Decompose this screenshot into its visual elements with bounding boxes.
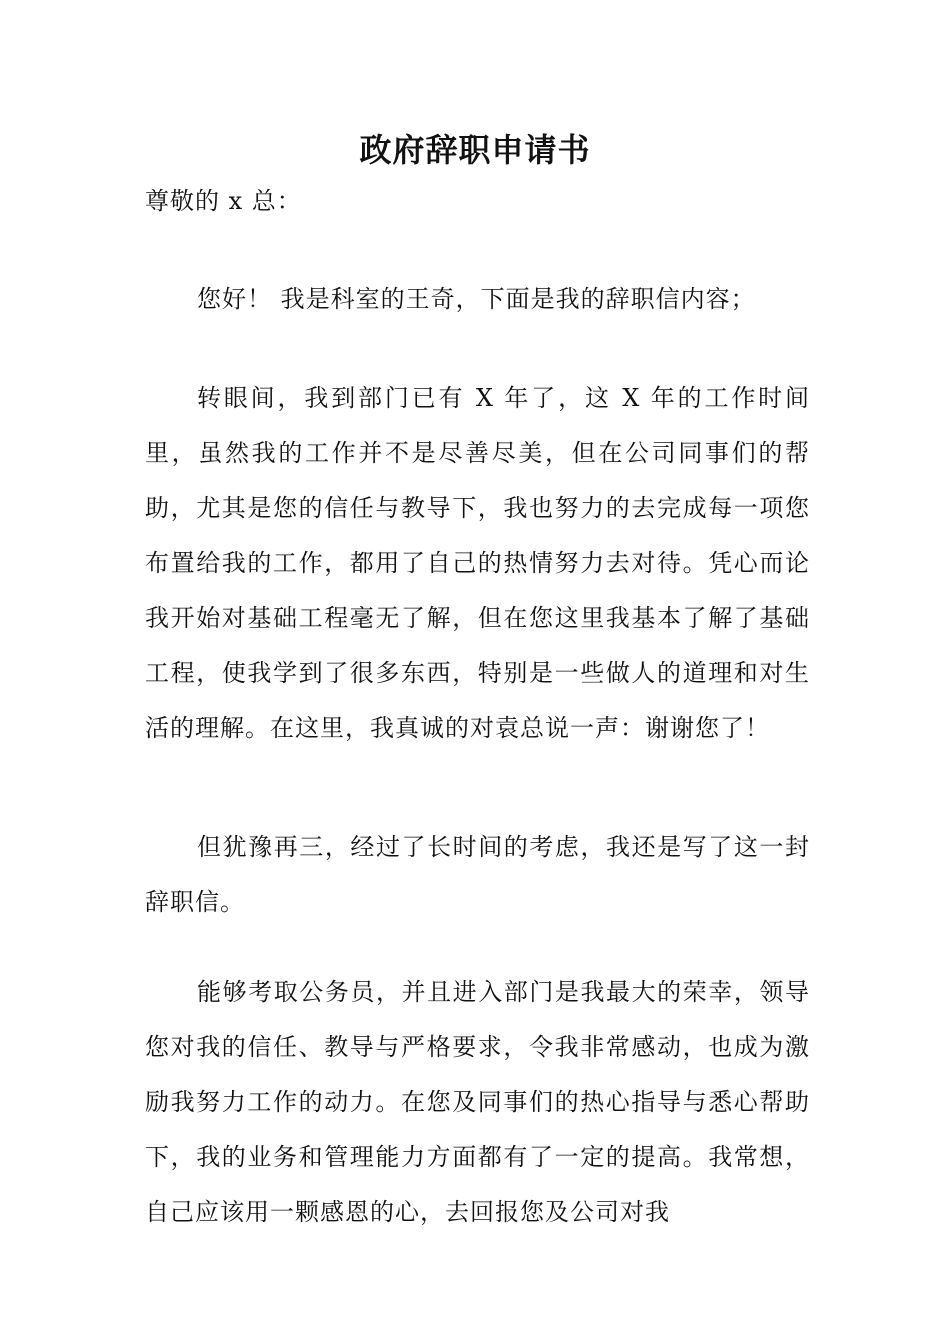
document-title: 政府辞职申请书	[359, 131, 591, 169]
paragraph-honor: 能够考取公务员，并且进入部门是我最大的荣幸，领导您对我的信任、教导与严格要求，令我非常感动，也成为激励我努力工作的动力。在您及同事们的热心指导与悉心帮助下，我的业务和管理能力方面都有了一定的提高。我常想，自己应该用一颗感恩的心，去回报您及公司对我	[145, 978, 810, 1226]
paragraph-greeting: 您好！ 我是科室的王奇，下面是我的辞职信内容；	[197, 285, 756, 313]
paragraph-decision: 但犹豫再三，经过了长时间的考虑，我还是写了这一封辞职信。	[145, 833, 810, 916]
salutation: 尊敬的 x 总：	[145, 187, 302, 215]
paragraph-gratitude: 转眼间，我到部门已有 X 年了，这 X 年的工作时间里，虽然我的工作并不是尽善尽美，但在公司同事们的帮助，尤其是您的信任与教导下，我也努力的去完成每一项您布置给我的工作，都用了自己的热情努力去对待。凭心而论我开始对基础工程毫无了解，但在您这里我基本了解了基础工程，使我学到了很多东西，特别是一些做人的道理和对生活的理解。在这里，我真诚的对袁总说一声：谢谢您了！	[145, 384, 810, 742]
